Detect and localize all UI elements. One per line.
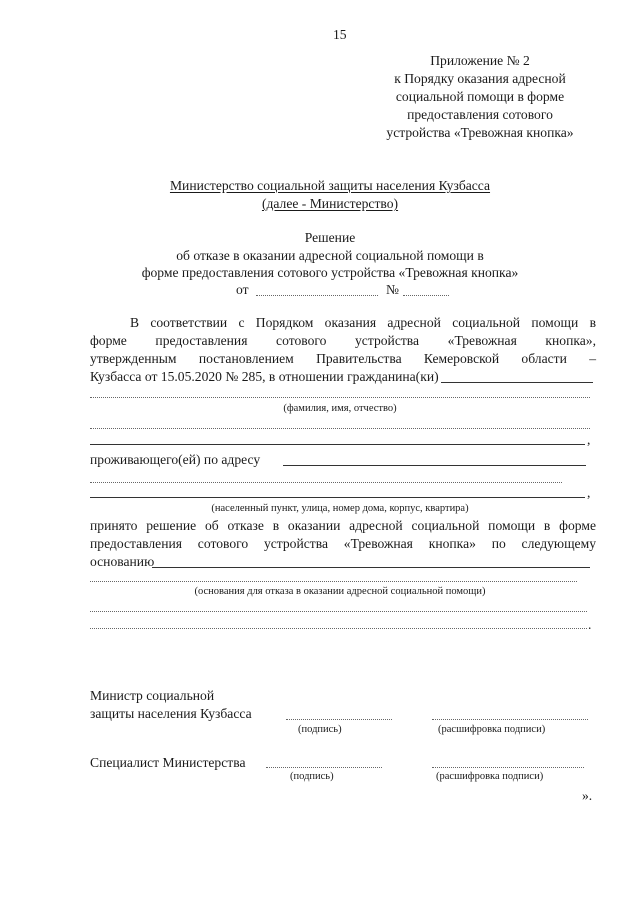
appendix-line: предоставления сотового: [407, 107, 553, 122]
specialist-decode-field[interactable]: [432, 767, 584, 768]
comma: ,: [587, 432, 591, 447]
address-field-3[interactable]: [90, 497, 585, 498]
fio-caption: (фамилия, имя, отчество): [283, 403, 397, 414]
minister-decode-field[interactable]: [432, 719, 588, 720]
residing-label: проживающего(ей) по адресу: [90, 452, 261, 467]
address-caption: (населенный пункт, улица, номер дома, корпус, квартира): [211, 503, 469, 514]
decision-subject-line2: форме предоставления сотового устройства «Тревожная кнопка»: [141, 265, 519, 280]
reason-field-2[interactable]: [90, 581, 577, 582]
fio-field-3[interactable]: [90, 444, 585, 445]
paragraph-line: форме предоставления сотового устройства «Тревожная кнопка»,: [90, 333, 596, 348]
page-number: 15: [333, 27, 347, 42]
paragraph-line: Кузбасса от 15.05.2020 № 285, в отношении гражданина(ки): [90, 369, 439, 384]
specialist-title: Специалист Министерства: [90, 755, 246, 770]
paragraph-line: утвержденным постановлением Правительства Кемеровской области –: [90, 351, 596, 366]
decision-title: Решение: [304, 230, 356, 245]
paragraph-line: принято решение об отказе в оказании адресной социальной помощи в форме: [90, 518, 596, 533]
minister-title: защиты населения Кузбасса: [90, 706, 252, 721]
reason-field-4[interactable]: [90, 628, 587, 629]
appendix-line: устройства «Тревожная кнопка»: [386, 125, 574, 140]
appendix-title: Приложение № 2: [430, 53, 530, 68]
minister-signature-field[interactable]: [286, 719, 392, 720]
reason-caption: (основания для отказа в оказании адресной социальной помощи): [194, 586, 486, 597]
paragraph-line: предоставления сотового устройства «Тревожная кнопка» по следующему: [90, 536, 596, 551]
closing-quote: ».: [582, 788, 593, 803]
paragraph-line: В соответствии с Порядком оказания адресной социальной помощи в: [130, 315, 596, 330]
minister-decode-caption: (расшифровка подписи): [438, 724, 546, 735]
address-field-2[interactable]: [90, 482, 562, 483]
appendix-line: к Порядку оказания адресной: [394, 71, 566, 86]
specialist-signature-field[interactable]: [266, 767, 382, 768]
fio-field-2[interactable]: [90, 428, 590, 429]
date-label: от: [236, 282, 249, 297]
reason-field-3[interactable]: [90, 611, 587, 612]
minister-title: Министр социальной: [90, 688, 215, 703]
citizen-field[interactable]: [441, 382, 593, 383]
reason-field[interactable]: [152, 567, 590, 568]
number-label: №: [386, 282, 399, 297]
address-field[interactable]: [283, 465, 586, 466]
comma: ,: [587, 485, 591, 500]
decision-subject-line1: об отказе в оказании адресной социальной помощи в: [176, 248, 484, 263]
fio-field[interactable]: [90, 397, 590, 398]
ministry-abbrev: (далее - Министерство): [261, 196, 399, 211]
date-field[interactable]: [256, 295, 378, 296]
period: .: [588, 617, 592, 632]
specialist-decode-caption: (расшифровка подписи): [436, 771, 544, 782]
appendix-line: социальной помощи в форме: [395, 89, 565, 104]
number-field[interactable]: [403, 295, 449, 296]
specialist-signature-caption: (подпись): [290, 771, 334, 782]
ministry-name: Министерство социальной защиты населения Кузбасса: [169, 178, 491, 193]
paragraph-line: основанию: [90, 554, 155, 569]
minister-signature-caption: (подпись): [298, 724, 342, 735]
